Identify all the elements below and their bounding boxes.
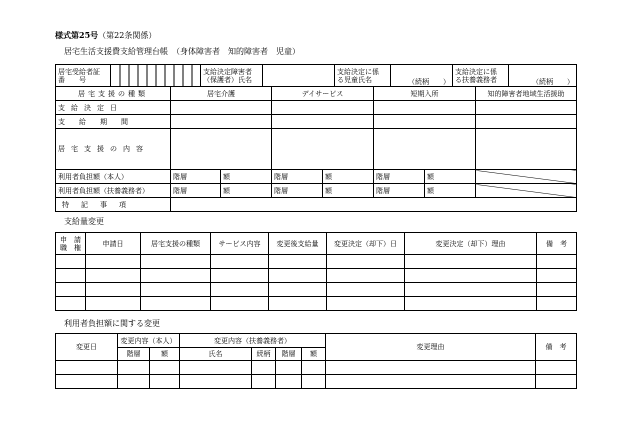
amount-header: 額 (302, 348, 326, 361)
ledger-title: 居宅生活支援費支給管理台帳 （身体障害者 知的障害者 児童） (64, 47, 300, 56)
decision-date-cell[interactable] (374, 101, 476, 115)
period-cell[interactable] (272, 115, 374, 129)
period-cell[interactable] (476, 115, 577, 129)
notes-cell[interactable] (171, 198, 577, 212)
guardian-value[interactable]: （続柄 ） (509, 65, 577, 87)
amount-label: 額 (323, 170, 374, 184)
tier-label: 階層 (171, 170, 221, 184)
guardian-change-header: 変更内容（扶養義務者） (180, 334, 326, 348)
content-cell[interactable] (476, 129, 577, 170)
table-row (56, 269, 577, 283)
header-table (55, 64, 577, 87)
change-date-header: 変更日 (56, 334, 118, 361)
application-type-header: 申 請 職 権 (56, 233, 86, 255)
recipient-no-value[interactable] (111, 65, 201, 87)
amount-label: 額 (425, 184, 476, 198)
table-row (56, 361, 577, 375)
tier-header: 階層 (118, 348, 150, 361)
period-label: 支給期間 (56, 115, 171, 129)
remarks-header: 備 考 (537, 233, 577, 255)
type-label: 居宅支援の種類 (56, 87, 171, 101)
tier-label: 階層 (272, 170, 323, 184)
burden-table (55, 333, 577, 389)
service-type-day-service: デイサービス (272, 87, 374, 101)
notes-label: 特記事項 (56, 198, 171, 212)
burden-remarks-header: 備 考 (536, 334, 577, 361)
table-row (56, 255, 577, 269)
table-row (56, 297, 577, 311)
decision-date-cell[interactable] (171, 101, 272, 115)
user-burden-label: 利用者負担額（本人） (56, 170, 171, 184)
amount-label: 額 (221, 170, 272, 184)
tier-label: 階層 (374, 184, 425, 198)
name-header: 氏名 (180, 348, 252, 361)
child-label: 支給決定に係 る児童氏名 (335, 65, 391, 87)
table-row (56, 375, 577, 389)
content-label: 居宅支援の内容 (56, 129, 171, 170)
amount-label: 額 (323, 184, 374, 198)
burden-reason-header: 変更理由 (326, 334, 536, 361)
burden-section-title: 利用者負担額に関する変更 (64, 319, 160, 328)
amount-label: 額 (221, 184, 272, 198)
content-cell[interactable] (272, 129, 374, 170)
child-value[interactable]: （続柄 ） (391, 65, 453, 87)
content-cell[interactable] (374, 129, 476, 170)
table-row (56, 283, 577, 297)
service-type-home-care: 居宅介護 (171, 87, 272, 101)
guardian-label: 支給決定に係 る扶養義務者 (453, 65, 509, 87)
support-type-header: 居宅支援の種類 (141, 233, 211, 255)
form-number: 様式第25号（第22条関係） (55, 30, 157, 40)
amount-header: 額 (150, 348, 180, 361)
tier-label: 階層 (272, 184, 323, 198)
service-content-header: サービス内容 (211, 233, 269, 255)
service-type-short-stay: 短期入所 (374, 87, 476, 101)
decision-date-header: 変更決定（却下）日 (327, 233, 405, 255)
change-section-title: 支給量変更 (64, 217, 104, 226)
na-cell (476, 170, 577, 184)
decision-holder-label: 支給決定障害者 （保護者）氏名 (201, 65, 263, 87)
recipient-no-label: 居宅受給者証 番 号 (56, 65, 111, 87)
amount-label: 額 (425, 170, 476, 184)
application-date-header: 申請日 (86, 233, 141, 255)
decision-date-cell[interactable] (272, 101, 374, 115)
decision-date-cell[interactable] (476, 101, 577, 115)
tier-label: 階層 (374, 170, 425, 184)
tier-label: 階層 (171, 184, 221, 198)
reason-header: 変更決定（却下）理由 (405, 233, 537, 255)
content-cell[interactable] (171, 129, 272, 170)
main-table (55, 86, 577, 212)
period-cell[interactable] (374, 115, 476, 129)
service-type-community-support: 知的障害者地域生活援助 (476, 87, 577, 101)
self-change-header: 変更内容（本人） (118, 334, 180, 348)
decision-holder-value[interactable] (263, 65, 335, 87)
guardian-burden-label: 利用者負担額（扶養義務者） (56, 184, 171, 198)
decision-date-label: 支給決定日 (56, 101, 171, 115)
period-cell[interactable] (171, 115, 272, 129)
na-cell (476, 184, 577, 198)
change-table (55, 232, 577, 311)
relation-header: 続柄 (252, 348, 276, 361)
tier-header: 階層 (276, 348, 302, 361)
changed-amount-header: 変更後支給量 (269, 233, 327, 255)
